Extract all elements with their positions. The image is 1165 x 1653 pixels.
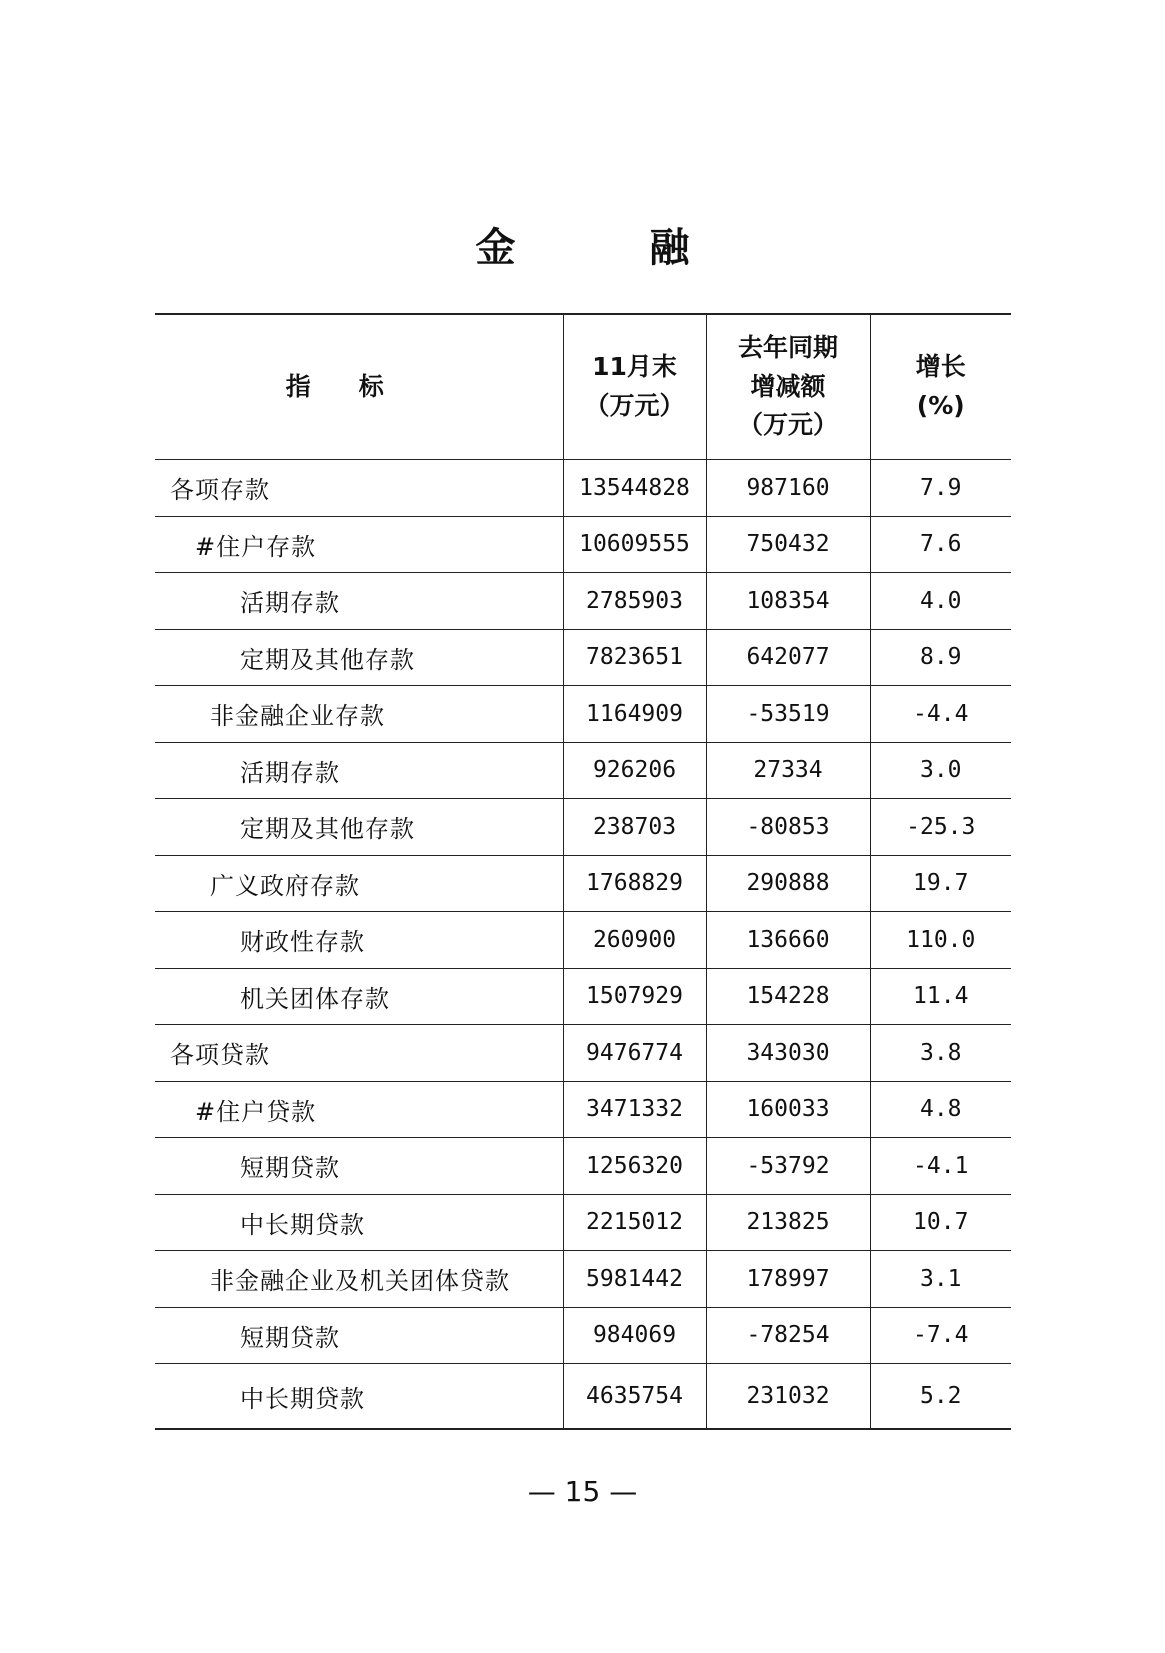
header-end-of-november bbox=[563, 314, 706, 460]
table-row bbox=[155, 799, 1011, 856]
row-end-nov-value: 1256320 bbox=[563, 1138, 706, 1195]
row-growth-value: 7.6 bbox=[870, 516, 1011, 573]
row-end-nov-value: 260900 bbox=[563, 912, 706, 969]
row-growth-value: 5.2 bbox=[870, 1364, 1011, 1430]
row-end-nov-value: 1507929 bbox=[563, 968, 706, 1025]
row-growth-value: 7.9 bbox=[870, 460, 1011, 517]
row-indicator: 财政性存款 bbox=[155, 912, 563, 969]
row-growth-value: 3.0 bbox=[870, 742, 1011, 799]
row-end-nov-value: 4635754 bbox=[563, 1364, 706, 1430]
finance-table bbox=[155, 313, 1011, 1430]
table-row bbox=[155, 516, 1011, 573]
row-growth-value: -7.4 bbox=[870, 1307, 1011, 1364]
table-row bbox=[155, 1138, 1011, 1195]
row-growth-value: 3.1 bbox=[870, 1251, 1011, 1308]
row-change-value: 136660 bbox=[706, 912, 870, 969]
row-indicator: #住户贷款 bbox=[155, 1081, 563, 1138]
row-growth-value: 4.8 bbox=[870, 1081, 1011, 1138]
table-row bbox=[155, 1194, 1011, 1251]
row-end-nov-value: 1164909 bbox=[563, 686, 706, 743]
row-change-value: 27334 bbox=[706, 742, 870, 799]
row-indicator: 中长期贷款 bbox=[155, 1364, 563, 1430]
table-row bbox=[155, 912, 1011, 969]
table-row bbox=[155, 742, 1011, 799]
row-change-value: 178997 bbox=[706, 1251, 870, 1308]
row-end-nov-value: 2215012 bbox=[563, 1194, 706, 1251]
row-indicator: 活期存款 bbox=[155, 742, 563, 799]
row-growth-value: 110.0 bbox=[870, 912, 1011, 969]
row-indicator: 非金融企业及机关团体贷款 bbox=[155, 1251, 563, 1308]
header-indicator-label: 指标 bbox=[285, 371, 432, 401]
header-growth-line-2: (%) bbox=[916, 391, 965, 420]
row-indicator: 定期及其他存款 bbox=[155, 799, 563, 856]
table-row bbox=[155, 460, 1011, 517]
header-year-on-year-change-line-1: 去年同期 bbox=[737, 332, 838, 362]
row-end-nov-value: 7823651 bbox=[563, 629, 706, 686]
table-row bbox=[155, 1307, 1011, 1364]
row-change-value: 987160 bbox=[706, 460, 870, 517]
row-end-nov-value: 10609555 bbox=[563, 516, 706, 573]
header-growth bbox=[870, 314, 1011, 460]
row-end-nov-value: 2785903 bbox=[563, 573, 706, 630]
table-row bbox=[155, 855, 1011, 912]
row-indicator: 非金融企业存款 bbox=[155, 686, 563, 743]
header-end-of-november-line-2: （万元） bbox=[584, 391, 685, 420]
header-year-on-year-change-line-2: 增减额 bbox=[750, 371, 826, 401]
row-change-value: -78254 bbox=[706, 1307, 870, 1364]
row-change-value: -53792 bbox=[706, 1138, 870, 1195]
page-number: — 15 — bbox=[527, 1475, 638, 1508]
row-change-value: 642077 bbox=[706, 629, 870, 686]
row-indicator: 广义政府存款 bbox=[155, 855, 563, 912]
row-end-nov-value: 9476774 bbox=[563, 1025, 706, 1082]
row-end-nov-value: 926206 bbox=[563, 742, 706, 799]
row-end-nov-value: 5981442 bbox=[563, 1251, 706, 1308]
row-end-nov-value: 1768829 bbox=[563, 855, 706, 912]
header-growth-line-1: 增长 bbox=[915, 352, 966, 382]
table-row bbox=[155, 1364, 1011, 1430]
row-growth-value: -4.4 bbox=[870, 686, 1011, 743]
header-year-on-year-change-line-3: （万元） bbox=[737, 410, 838, 440]
row-end-nov-value: 13544828 bbox=[563, 460, 706, 517]
row-change-value: 213825 bbox=[706, 1194, 870, 1251]
row-growth-value: -25.3 bbox=[870, 799, 1011, 856]
row-growth-value: -4.1 bbox=[870, 1138, 1011, 1195]
row-change-value: 231032 bbox=[706, 1364, 870, 1430]
page-title: 金 融 bbox=[475, 225, 750, 271]
row-indicator: 各项贷款 bbox=[155, 1025, 563, 1082]
row-growth-value: 8.9 bbox=[870, 629, 1011, 686]
row-growth-value: 4.0 bbox=[870, 573, 1011, 630]
row-growth-value: 11.4 bbox=[870, 968, 1011, 1025]
header-end-of-november-line-1: 11月末 bbox=[592, 352, 677, 382]
row-growth-value: 10.7 bbox=[870, 1194, 1011, 1251]
row-change-value: 160033 bbox=[706, 1081, 870, 1138]
row-change-value: 290888 bbox=[706, 855, 870, 912]
header-indicator bbox=[155, 314, 563, 460]
row-indicator: #住户存款 bbox=[155, 516, 563, 573]
table-header-row bbox=[155, 314, 1011, 460]
table-row bbox=[155, 1081, 1011, 1138]
row-end-nov-value: 984069 bbox=[563, 1307, 706, 1364]
row-change-value: 154228 bbox=[706, 968, 870, 1025]
row-end-nov-value: 3471332 bbox=[563, 1081, 706, 1138]
row-change-value: -53519 bbox=[706, 686, 870, 743]
row-indicator: 各项存款 bbox=[155, 460, 563, 517]
row-indicator: 定期及其他存款 bbox=[155, 629, 563, 686]
row-indicator: 活期存款 bbox=[155, 573, 563, 630]
row-indicator: 短期贷款 bbox=[155, 1138, 563, 1195]
header-year-on-year-change bbox=[706, 314, 870, 460]
row-growth-value: 3.8 bbox=[870, 1025, 1011, 1082]
row-indicator: 短期贷款 bbox=[155, 1307, 563, 1364]
table-row bbox=[155, 1251, 1011, 1308]
row-growth-value: 19.7 bbox=[870, 855, 1011, 912]
table-row bbox=[155, 1025, 1011, 1082]
table-row bbox=[155, 968, 1011, 1025]
row-change-value: 750432 bbox=[706, 516, 870, 573]
table-row bbox=[155, 686, 1011, 743]
row-indicator: 机关团体存款 bbox=[155, 968, 563, 1025]
row-indicator: 中长期贷款 bbox=[155, 1194, 563, 1251]
table-row bbox=[155, 573, 1011, 630]
row-change-value: 343030 bbox=[706, 1025, 870, 1082]
row-end-nov-value: 238703 bbox=[563, 799, 706, 856]
row-change-value: -80853 bbox=[706, 799, 870, 856]
table-row bbox=[155, 629, 1011, 686]
row-change-value: 108354 bbox=[706, 573, 870, 630]
